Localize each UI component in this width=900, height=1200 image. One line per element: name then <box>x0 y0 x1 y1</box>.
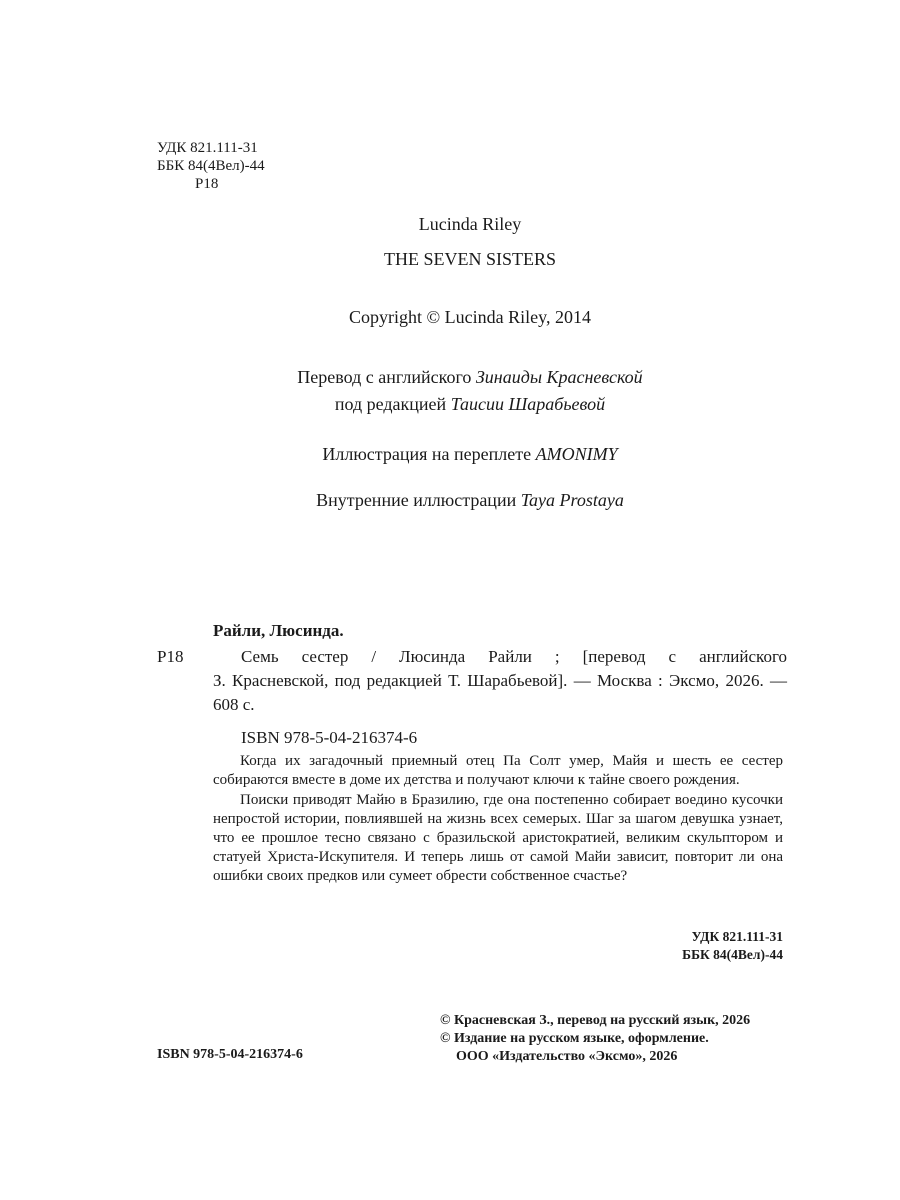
bib-description-rest: З. Красневской, под редакцией Т. Шарабьевой]. — Москва : Эксмо, 2026. — 608 с. <box>213 671 787 714</box>
classification-codes-bottom <box>600 928 783 964</box>
bib-description <box>157 645 787 717</box>
translator-name: Зинаиды Красневской <box>475 367 643 387</box>
original-title: THE SEVEN SISTERS <box>383 249 556 269</box>
author-sign: Р18 <box>195 176 219 192</box>
bib-first-row <box>157 645 787 669</box>
original-author: Lucinda Riley <box>418 214 522 234</box>
bbk-code-bottom: ББК 84(4Вел)-44 <box>682 947 783 962</box>
bbk-code: ББК 84(4Вел)-44 <box>157 158 265 174</box>
copyright-translation: © Красневская З., перевод на русский язык, 2026 <box>440 1013 751 1028</box>
russian-edition-copyright <box>440 1012 790 1066</box>
bib-author-heading: Райли, Люсинда. <box>213 621 344 640</box>
translator-line <box>0 364 900 391</box>
translation-prefix: Перевод с английского <box>297 367 476 387</box>
original-copyright: Copyright © Lucinda Riley, 2014 <box>349 307 591 327</box>
copyright-publisher: ООО «Издательство «Эксмо», 2026 <box>456 1049 678 1064</box>
udk-code: УДК 821.111-31 <box>157 140 258 156</box>
cover-illus-prefix: Иллюстрация на переплете <box>322 444 536 464</box>
copyright-edition: © Издание на русском языке, оформление. <box>440 1031 709 1046</box>
inner-illustrator: Taya Prostaya <box>520 490 624 510</box>
bibliographic-record <box>157 619 787 749</box>
cover-illustration-credit <box>0 444 900 465</box>
translation-credits <box>0 364 900 418</box>
udk-code-bottom: УДК 821.111-31 <box>691 929 783 944</box>
annotation-paragraph-2: Поиски приводят Майю в Бразилию, где она постепенно собирает воедино кусочки непростой истории, повлиявшей на жизнь всех семерых. Шаг за шагом девушка узнает, что ее прошлое тесно связано с бразильской аристократией, великим скульптором и статуей Христа-Искупителя. И теперь лишь от самой Майи зависит, повторит ли она ошибки своих предков или сумеет обрести собственное счастье? <box>213 792 783 884</box>
annotation <box>213 752 783 886</box>
editor-name: Таисии Шарабьевой <box>450 394 606 414</box>
cover-illustrator: AMONIMY <box>535 444 618 464</box>
classification-codes-top <box>157 139 265 193</box>
editor-line <box>0 391 900 418</box>
inner-illustration-credit <box>0 490 900 511</box>
inner-illus-prefix: Внутренние иллюстрации <box>316 490 521 510</box>
annotation-paragraph-1: Когда их загадочный приемный отец Па Солт умер, Майя и шесть ее сестер собираются вместе в доме их детства и получают ключи к тайне своего рождения. <box>213 753 783 788</box>
editor-prefix: под редакцией <box>334 394 451 414</box>
bib-isbn: ISBN 978-5-04-216374-6 <box>241 728 418 747</box>
footer-isbn: ISBN 978-5-04-216374-6 <box>157 1047 303 1062</box>
bib-author-sign: Р18 <box>157 647 184 666</box>
bib-description-line1: Семь сестер / Люсинда Райли ; [перевод с английского <box>241 647 787 666</box>
